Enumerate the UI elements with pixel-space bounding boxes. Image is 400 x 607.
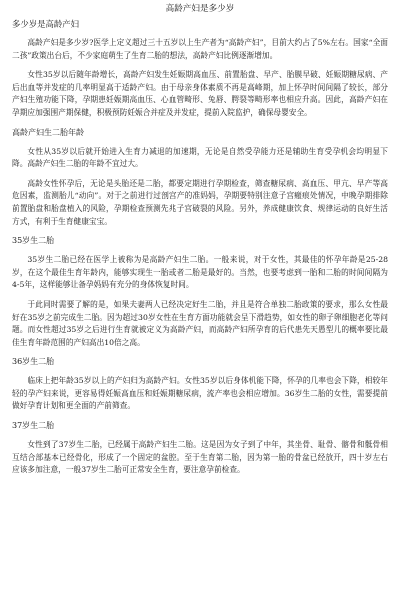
paragraph: 女性到了37岁生二胎，已经属于高龄产妇生二胎。这是因为女子到了中年，其坐骨、耻骨、髂骨和骶骨相互结合部基本已经骨化，形成了一个固定的盆腔。至于生育第二胎，因为第一胎的骨盆已经放开，四十岁左右应该多加注意，一般37岁生二胎可正常安全生育，要注意孕前检查。 (12, 440, 388, 475)
paragraph: 35岁生二胎已经在医学上被称为是高龄产妇生二胎。一般来说，对于女性，其最佳的怀孕年龄是25-28岁，在这个最佳生育年龄内，能够实现生一胎或者二胎是最好的。当然，也要考虑到一胎和二胎的时间间隔为4-5年，这样能够让备孕妈妈有充分的身体恢复时间。 (12, 255, 388, 290)
paragraph: 女性从35岁以后就开始进入生育力减退的加速期，无论是自然受孕能力还是辅助生育受孕机会均明显下降。高龄产妇生二胎的年龄不宜过大。 (12, 146, 388, 169)
section-heading: 35岁生二胎 (12, 236, 55, 246)
paragraph: 女性35岁以后随年龄增长，高龄产妇发生妊娠期高血压、前置胎盘、早产、胎膜早破、妊娠期糖尿病、产后出血等并发症的几率明显高于适龄产妇。由于母亲身体素质不再是高峰期，加上怀孕时间间隔了较长，部分产妇生殖功能下降，孕期患妊娠期高血压、心血管畸形、兔唇、腭裂等畸形率也相应升高。因此，高龄产妇在孕期应加强围产期保健，积极预防妊娠合并症及并发症，提前入院监护，确保母婴安全。 (12, 70, 388, 117)
paragraph: 高龄女性怀孕后，无论是头胎还是二胎，都要定期进行孕期检查，筛查糖尿病、高血压、甲亢、早产等高危因素，监测胎儿“动向”。对于之前进行过剖宫产的准妈妈，孕期要特别注意子宫瘢痕处情况，中晚孕期排除前置胎盘和胎盘植入的风险，孕期检查预测先兆子宫破裂的风险。另外，养成健康饮食、规律运动的良好生活方式，有利于生育健康宝宝。 (12, 178, 388, 226)
section-heading: 高龄产妇生二胎年龄 (12, 127, 84, 137)
paragraph: 于此同时需要了解的是，如果夫妻两人已经决定好生二胎，并且是符合单独二胎政策的要求，那么女性最好在35岁之前完成生二胎。因为超过30岁女性在生育方面功能就会呈下滑趋势，如女性的卵子卵细胞老化等问题。而女性超过35岁之后进行生育就被定义为高龄产妇，而高龄产妇所孕育的后代患先天愚型儿的概率要比最佳生育年龄范围的产妇高出10倍之高。 (12, 299, 388, 347)
document-title: 高龄产妇是多少岁 (165, 4, 235, 14)
paragraph: 临床上把年龄35岁以上的产妇归为高龄产妇。女性35岁以后身体机能下降，怀孕的几率也会下降，相较年轻的孕产妇来说，更容易得妊娠高血压和妊娠期糖尿病，流产率也会相应增加。36岁生二胎的女性，需要提前做好孕育计划和更全面的产前筛查。 (12, 376, 388, 411)
document-subtitle: 多少岁是高龄产妇 (12, 19, 79, 29)
section-heading: 36岁生二胎 (12, 357, 55, 367)
paragraph: 高龄产妇是多少岁?医学上定义超过三十五岁以上生产者为“高龄产妇”，目前大约占了5%左右。国家“全面二孩”政策出台后，不少家庭萌生了生育二胎的想法，高龄产妇比例逐渐增加。 (12, 38, 388, 60)
section-heading: 37岁生二胎 (12, 421, 55, 431)
